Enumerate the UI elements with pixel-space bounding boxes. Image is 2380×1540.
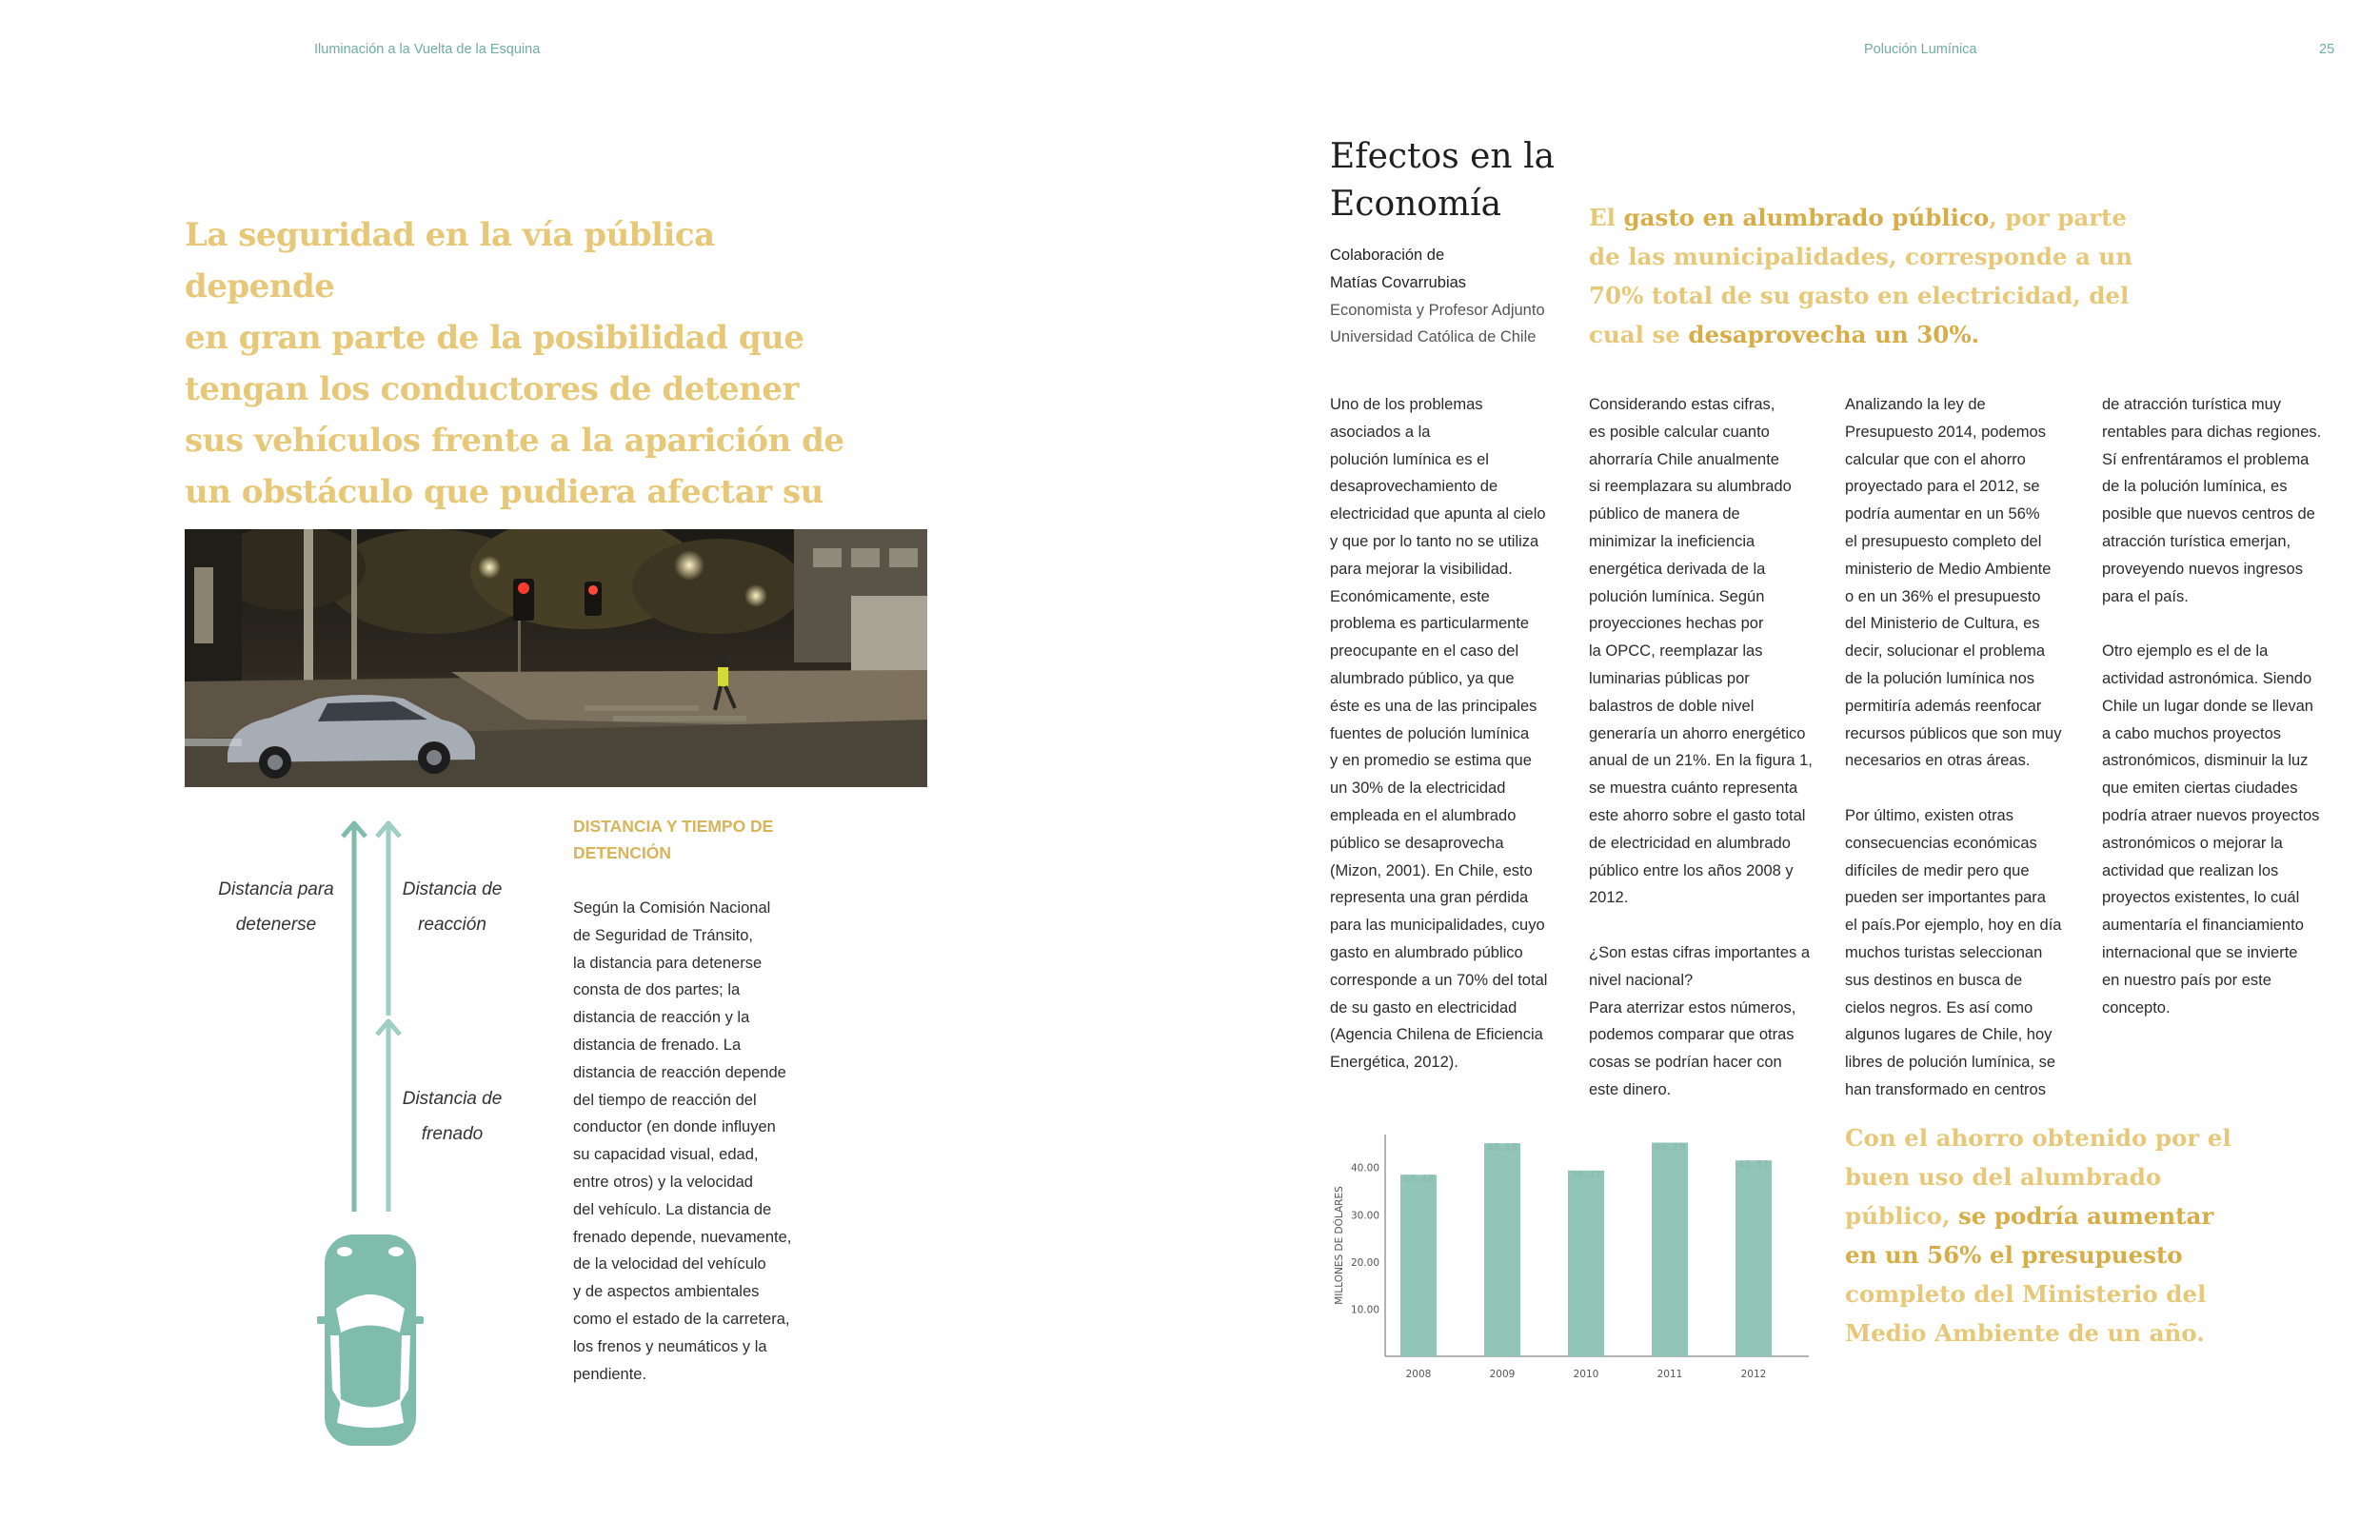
pull-quote xyxy=(185,209,870,575)
body-line: a cabo muchos proyectos xyxy=(2102,724,2282,742)
stopping-distance-diagram xyxy=(305,814,438,1451)
body-line: se muestra cuánto representa xyxy=(1589,780,1798,798)
chart-x-tick-label: 2009 xyxy=(1489,1369,1516,1380)
body-line: Chile un lugar donde se llevan xyxy=(2102,697,2313,715)
body-line: actividad que realizan los xyxy=(2102,861,2279,879)
body-line: proyecciones hechas por xyxy=(1589,615,1764,633)
running-head-right: Polución Lumínica xyxy=(1864,42,1977,57)
chart-bar xyxy=(1400,1175,1437,1356)
body-paragraph xyxy=(1589,939,1836,1104)
running-head-left: Iluminación a la Vuelta de la Esquina xyxy=(314,42,541,57)
chart-bar-value-label: 38.48 xyxy=(1402,1174,1435,1186)
body-line: aumentaría el financiamiento xyxy=(2102,917,2304,935)
lede xyxy=(1589,198,2141,354)
body-line: para el país. xyxy=(2102,587,2189,605)
body-line: para las municipalidades, cuyo xyxy=(1330,917,1545,935)
body-line: generaría un ahorro energético xyxy=(1589,724,1806,742)
lede-text: El xyxy=(1589,204,1624,231)
body-line: (Agencia Chilena de Eficiencia xyxy=(1330,1026,1543,1044)
body-line: minimizar la ineficiencia xyxy=(1589,532,1755,550)
chart-x-tick-label: 2011 xyxy=(1656,1369,1683,1380)
body-line: ¿Son estas cifras importantes a xyxy=(1589,943,1811,961)
body-line: nivel nacional? xyxy=(1589,971,1694,989)
body-line: público de manera de xyxy=(1589,505,1740,523)
label-braking-distance-line: frenado xyxy=(421,1124,484,1144)
pull-quote-line: tengan los conductores de detener xyxy=(185,370,799,408)
body-line: balastros de doble nivel xyxy=(1589,697,1755,715)
body-line: proyectado para el 2012, se xyxy=(1845,478,2040,496)
body-line: polución lumínica es el xyxy=(1330,450,1489,468)
body-line: o en un 36% el presupuesto xyxy=(1845,587,2041,605)
sidebar-line: Según la Comisión Nacional xyxy=(573,899,771,917)
label-stopping-distance-line: Distancia para xyxy=(218,879,334,899)
body-line: este ahorro sobre el gasto total xyxy=(1589,806,1806,824)
body-line: Presupuesto 2014, podemos xyxy=(1845,423,2046,441)
body-line: es posible calcular cuanto xyxy=(1589,423,1770,441)
body-line: un 30% de la electricidad xyxy=(1330,780,1506,798)
body-line: Sí enfrentáramos el problema xyxy=(2102,450,2310,468)
body-line: asociados a la xyxy=(1330,423,1431,441)
sidebar-line: del vehículo. La distancia de xyxy=(573,1200,772,1218)
pull-quote-line: en gran parte de la posibilidad que xyxy=(185,319,804,357)
sidebar-line: de la velocidad del vehículo xyxy=(573,1255,766,1273)
savings-quote-text: completo del Ministerio del Medio Ambiente de un año. xyxy=(1845,1280,2207,1347)
body-line: alumbrado público, ya que xyxy=(1330,669,1515,687)
label-reaction-distance-line: reacción xyxy=(418,915,486,935)
pull-quote-line: sus vehículos frente a la aparición de xyxy=(185,422,844,460)
sidebar-line: como el estado de la carretera, xyxy=(573,1310,790,1328)
body-line: del Ministerio de Cultura, es xyxy=(1845,615,2040,633)
sidebar-line: consta de dos partes; la xyxy=(573,981,741,999)
body-paragraph xyxy=(1845,802,2092,1104)
sidebar-heading-line: DETENCIÓN xyxy=(573,843,672,862)
body-paragraph xyxy=(1589,391,1836,912)
body-line: luminarias públicas por xyxy=(1589,669,1750,687)
body-line: fuentes de polución lumínica xyxy=(1330,724,1530,742)
body-column-2 xyxy=(1589,391,1836,1132)
pull-quote-line: La seguridad en la vía pública depende xyxy=(185,216,715,306)
body-line: necesarios en otras áreas. xyxy=(1845,752,2031,770)
byline-institution: Universidad Católica de Chile xyxy=(1330,328,1537,346)
savings-quote-highlight: se podría aumentar en un 56% el presupuesto xyxy=(1845,1202,2214,1269)
body-line: rentables para dichas regiones. xyxy=(2102,423,2322,441)
savings-quote-text: Con el ahorro obtenido por el buen uso del alumbrado público, xyxy=(1845,1124,2231,1230)
body-line: desaprovechamiento de xyxy=(1330,478,1498,496)
savings-pull-quote xyxy=(1845,1118,2245,1352)
body-line: de su gasto en electricidad xyxy=(1330,998,1517,1017)
body-line: este dinero. xyxy=(1589,1080,1672,1098)
body-line: anual de un 21%. En la figura 1, xyxy=(1589,752,1813,770)
arrow-reaction-icon xyxy=(377,823,400,1016)
sidebar-line: su capacidad visual, edad, xyxy=(573,1146,759,1164)
sidebar-line: distancia de reacción depende xyxy=(573,1063,786,1081)
body-line: electricidad que apunta al cielo xyxy=(1330,505,1546,523)
sidebar-line: distancia de reacción y la xyxy=(573,1009,750,1027)
body-line: cosas se podrían hacer con xyxy=(1589,1054,1782,1072)
body-line: Económicamente, este xyxy=(1330,587,1490,605)
body-line: público entre los años 2008 y xyxy=(1589,861,1794,879)
body-column-1 xyxy=(1330,391,1577,1104)
chart-x-tick-label: 2008 xyxy=(1405,1369,1432,1380)
chart-bar-value-label: 41.51 xyxy=(1737,1159,1770,1172)
body-line: actividad astronómica. Siendo xyxy=(2102,669,2312,687)
byline xyxy=(1330,242,1587,351)
body-line: astronómicos, disminuir la luz xyxy=(2102,752,2309,770)
body-line: preocupante en el caso del xyxy=(1330,642,1519,661)
sidebar-heading-line: DISTANCIA Y TIEMPO DE xyxy=(573,817,774,836)
body-line: éste es una de las principales xyxy=(1330,697,1537,715)
body-line: público se desaprovecha xyxy=(1330,834,1504,852)
body-line: recursos públicos que son muy xyxy=(1845,724,2062,742)
body-line: representa una gran pérdida xyxy=(1330,889,1529,907)
body-line: Considerando estas cifras, xyxy=(1589,396,1775,413)
sidebar-body xyxy=(573,895,811,1388)
body-line: proyectos existentes, lo cuál xyxy=(2102,889,2300,907)
body-line: concepto. xyxy=(2102,998,2171,1017)
car-top-view-icon xyxy=(317,1234,424,1446)
lede-text: , por parte de las municipalidades, corresponde a un 70% total de su gasto en electricidad, del cual se xyxy=(1589,204,2133,348)
street-photo xyxy=(185,529,927,787)
body-line: muchos turistas seleccionan xyxy=(1845,943,2043,961)
chart-y-tick-label: 30.00 xyxy=(1350,1210,1379,1222)
sidebar-line: la distancia para detenerse xyxy=(573,954,763,972)
body-line: algunos lugares de Chile, hoy xyxy=(1845,1026,2053,1044)
body-line: si reemplazara su alumbrado xyxy=(1589,478,1792,496)
body-line: de atracción turística muy xyxy=(2102,396,2281,413)
body-line: y en promedio se estima que xyxy=(1330,752,1532,770)
page-number: 25 xyxy=(2319,42,2335,57)
chart-x-tick-label: 2010 xyxy=(1573,1369,1599,1380)
body-line: problema es particularmente xyxy=(1330,615,1530,633)
body-column-3 xyxy=(1845,391,2092,1132)
label-stopping-distance-line: detenerse xyxy=(235,915,317,935)
body-line: Para aterrizar estos números, xyxy=(1589,998,1796,1017)
body-paragraph xyxy=(2102,391,2350,610)
sidebar-line: distancia de frenado. La xyxy=(573,1036,742,1054)
body-line: de la polución lumínica nos xyxy=(1845,669,2035,687)
body-line: gasto en alumbrado público xyxy=(1330,943,1523,961)
body-line: podría atraer nuevos proyectos xyxy=(2102,806,2320,824)
chart-bar-value-label: 45.28 xyxy=(1654,1141,1686,1154)
electricity-savings-chart xyxy=(1323,1123,1828,1390)
byline-credit: Colaboración de xyxy=(1330,247,1445,264)
body-line: atracción turística emerjan, xyxy=(2102,532,2291,550)
body-line: Otro ejemplo es el de la xyxy=(2102,642,2269,661)
section-title-line: Efectos en la xyxy=(1330,137,1556,176)
pull-quote-line: un obstáculo que pudiera afectar su xyxy=(185,473,823,511)
body-line: permitiría además reenfocar xyxy=(1845,697,2042,715)
chart-bar xyxy=(1735,1160,1772,1356)
sidebar-line: del tiempo de reacción del xyxy=(573,1091,757,1109)
body-line: la OPCC, reemplazar las xyxy=(1589,642,1763,661)
body-line: energética derivada de la xyxy=(1589,560,1766,578)
body-line: empleada en el alumbrado xyxy=(1330,806,1517,824)
byline-role: Economista y Profesor Adjunto xyxy=(1330,301,1545,319)
body-line: ministerio de Medio Ambiente xyxy=(1845,560,2052,578)
body-column-4 xyxy=(2102,391,2350,1049)
chart-bar-value-label: 45.15 xyxy=(1486,1142,1518,1155)
body-line: de electricidad en alumbrado xyxy=(1589,834,1791,852)
body-line: proveyendo nuevos ingresos xyxy=(2102,560,2303,578)
body-line: de la polución lumínica, es xyxy=(2102,478,2288,496)
sidebar-line: conductor (en donde influyen xyxy=(573,1118,776,1136)
sidebar-line: y de aspectos ambientales xyxy=(573,1283,760,1301)
body-line: posible que nuevos centros de xyxy=(2102,505,2315,523)
lede-highlight: desaprovecha un 30%. xyxy=(1688,321,1980,348)
body-line: consecuencias económicas xyxy=(1845,834,2037,852)
body-line: polución lumínica. Según xyxy=(1589,587,1765,605)
chart-y-tick-label: 20.00 xyxy=(1350,1256,1379,1269)
sidebar-line: entre otros) y la velocidad xyxy=(573,1173,753,1191)
chart-y-axis-label: MILLONES DE DÓLARES xyxy=(1334,1186,1345,1305)
body-line: el país.Por ejemplo, hoy en día xyxy=(1845,917,2062,935)
body-paragraph xyxy=(2102,638,2350,1021)
body-line: podemos comparar que otras xyxy=(1589,1026,1795,1044)
body-line: decir, solucionar el problema xyxy=(1845,642,2046,661)
chart-bar xyxy=(1652,1143,1688,1356)
sidebar-line: de Seguridad de Tránsito, xyxy=(573,926,753,944)
chart-y-tick-label: 40.00 xyxy=(1350,1162,1379,1175)
body-line: difíciles de medir pero que xyxy=(1845,861,2030,879)
chart-y-tick-label: 10.00 xyxy=(1350,1304,1379,1316)
body-line: Por último, existen otras xyxy=(1845,806,2013,824)
label-reaction-distance-line: Distancia de xyxy=(402,879,503,899)
body-line: corresponde a un 70% del total xyxy=(1330,971,1548,989)
arrow-braking-icon xyxy=(377,1021,400,1212)
body-line: el presupuesto completo del xyxy=(1845,532,2042,550)
body-line: podría aumentar en un 56% xyxy=(1845,505,2040,523)
body-paragraph xyxy=(1330,391,1577,1076)
body-line: 2012. xyxy=(1589,889,1629,907)
body-line: y que por lo tanto no se utiliza xyxy=(1330,532,1539,550)
byline-author: Matías Covarrubias xyxy=(1330,273,1467,291)
body-line: han transformado en centros xyxy=(1845,1080,2046,1098)
sidebar-line: frenado depende, nuevamente, xyxy=(573,1228,792,1246)
sidebar-line: pendiente. xyxy=(573,1365,647,1383)
section-title xyxy=(1330,133,1577,228)
body-line: ahorraría Chile anualmente xyxy=(1589,450,1779,468)
body-line: sus destinos en busca de xyxy=(1845,971,2023,989)
chart-bar xyxy=(1568,1171,1604,1356)
body-line: Uno de los problemas xyxy=(1330,396,1483,413)
body-line: que emiten ciertas ciudades xyxy=(2102,780,2298,798)
sidebar-line: los frenos y neumáticos y la xyxy=(573,1337,767,1355)
sidebar-heading xyxy=(573,813,821,866)
body-paragraph xyxy=(1845,391,2092,775)
label-braking-distance-line: Distancia de xyxy=(402,1089,503,1109)
body-line: Analizando la ley de xyxy=(1845,396,1986,413)
body-line: calcular que con el ahorro xyxy=(1845,450,2026,468)
body-line: para mejorar la visibilidad. xyxy=(1330,560,1513,578)
arrow-stopping-icon xyxy=(343,823,366,1212)
body-line: cielos negros. Es así como xyxy=(1845,998,2033,1017)
chart-bar xyxy=(1484,1143,1520,1356)
section-title-line: Economía xyxy=(1330,185,1502,224)
chart-x-tick-label: 2012 xyxy=(1740,1369,1767,1380)
body-line: pueden ser importantes para xyxy=(1845,889,2046,907)
body-line: libres de polución lumínica, se xyxy=(1845,1054,2056,1072)
lede-highlight: gasto en alumbrado público xyxy=(1623,204,1990,231)
body-line: Energética, 2012). xyxy=(1330,1054,1458,1072)
body-line: en nuestro país por este xyxy=(2102,971,2271,989)
chart-bar-value-label: 39.37 xyxy=(1570,1169,1602,1181)
bar-chart-svg xyxy=(1323,1123,1828,1390)
body-line: astronómicos o mejorar la xyxy=(2102,834,2283,852)
body-line: (Mizon, 2001). En Chile, esto xyxy=(1330,861,1533,879)
body-line: internacional que se invierte xyxy=(2102,943,2298,961)
